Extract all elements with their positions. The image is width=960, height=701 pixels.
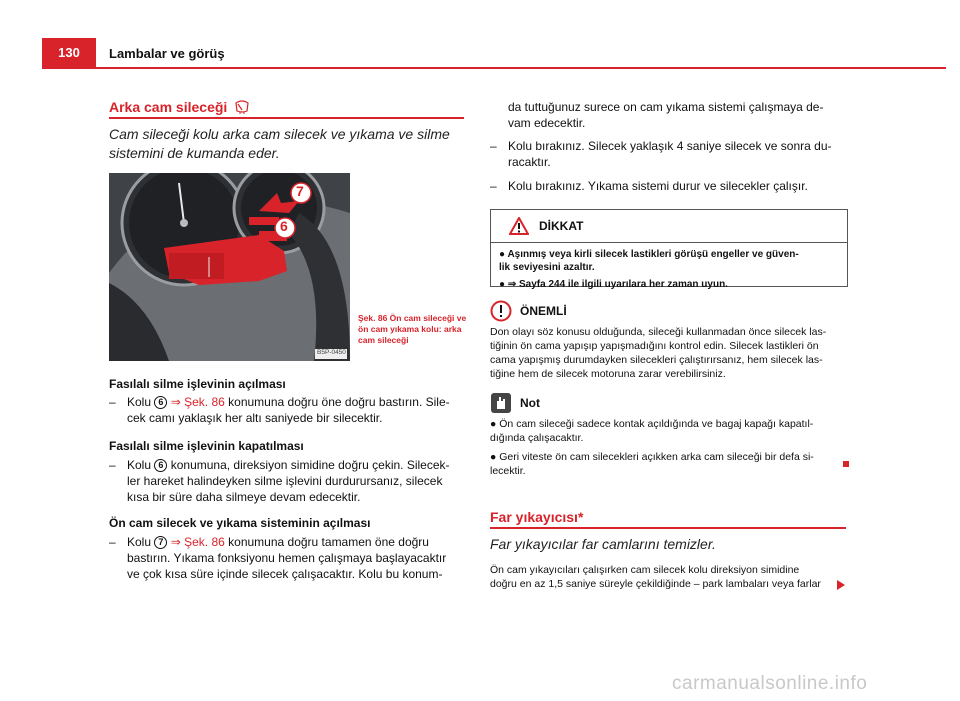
end-marker-icon (843, 461, 849, 467)
callout-7: 7 (296, 183, 304, 199)
page-link[interactable]: ⇒ Sayfa 244 ile ilgili uyarılara her zaman uyun. (507, 279, 728, 290)
warning-header (491, 210, 847, 243)
note-title: Not (520, 396, 540, 410)
important-icon (490, 300, 512, 322)
section-title-rear-wiper (109, 99, 250, 115)
callout-6: 6 (280, 218, 288, 234)
lever-position-badge: 6 (154, 396, 167, 409)
text-line: tiğinin ön cama yapışıp yapışmadığını kontrol edin. Silecek lastikleri ön (490, 340, 819, 352)
step-text: cek camı yaklaşık her altı saniyede bir silecektir. (127, 411, 383, 425)
step-wash-on: – Kolu 7 ⇒ Şek. 86 konumuna doğru tamamen öne doğru bastırın. Yıkama fonksiyonu hemen çalışmaya başlayacaktır ve çok kısa süre içinde silecek çalışacaktır. Kolu bu konum- (109, 535, 447, 581)
step-intermittent-off: – Kolu 6 konumuna, direksiyon simidine doğru çekin. Silecek- ler hareket halindeyken silme işlevini durdurursanız, silecek kısa bir süre daha silmeye devam edecektir. (109, 458, 450, 504)
step-release-wiper: – Kolu bırakınız. Silecek yaklaşık 4 saniye silecek ve sonra du- racaktır. (490, 139, 832, 169)
section-lead: Cam sileceği kolu arka cam silecek ve yıkama ve silme sistemini de kumanda eder. (109, 126, 450, 161)
figure-caption: Şek. 86 Ön cam sileceği ve ön cam yıkama kolu: arka cam sileceği (358, 313, 467, 345)
step-text: ler hareket halindeyken silme işlevini durdurursanız, silecek (127, 474, 443, 488)
header-rule (42, 67, 946, 69)
text-line: tiğine hem de silecek motoruna zarar verebilirsiniz. (490, 368, 726, 380)
text-line: Aşınmış veya kirli silecek lastikleri görüşü engeller ve güven- (507, 249, 799, 260)
warning-title: DİKKAT (539, 219, 584, 233)
text-line: lecektir. (490, 465, 526, 477)
section-title-headlight-washer: Far yıkayıcısı* (490, 509, 584, 525)
note-items: ● Ön cam sileceği sadece kontak açıldığında ve bagaj kapağı kapatıl- dığında çalışacaktır. ● Geri viteste ön cam silecekleri açıkken arka cam sileceği bir defa si- lecektir. (490, 418, 814, 477)
watermark: carmanualsonline.info (672, 673, 868, 694)
warning-items: ● Aşınmış veya kirli silecek lastikleri görüşü engeller ve güven- lik seviyesini azaltır. ● ⇒ Sayfa 244 ile ilgili uyarılara her zaman uyun. (499, 249, 799, 290)
heading-intermittent-off: Fasılalı silme işlevinin kapatılması (109, 439, 304, 453)
figure-link[interactable]: ⇒ Şek. 86 (170, 395, 225, 409)
text-line: da tuttuğunuz surece on cam yıkama sistemi çalışmaya de- (508, 100, 824, 114)
step-text: ve çok kısa süre içinde silecek çalışacaktır. Kolu bu konum- (127, 567, 443, 581)
text-line: lik seviyesini azaltır. (499, 262, 595, 273)
heading-intermittent-on: Fasılalı silme işlevinin açılması (109, 377, 286, 391)
section-rule (490, 527, 846, 529)
step-text: Kolu (127, 395, 152, 409)
step-text: Kolu (127, 458, 152, 472)
figure-code: B5P-0450 (317, 349, 346, 356)
step-text: bastırın. Yıkama fonksiyonu hemen çalışmaya başlayacaktır (127, 551, 447, 565)
step-release-wash: – Kolu bırakınız. Yıkama sistemi durur ve silecekler çalışır. (490, 179, 808, 193)
step-intermittent-on: – Kolu 6 ⇒ Şek. 86 konumuna doğru öne doğru bastırın. Sile- cek camı yaklaşık her altı saniyede bir silecektir. (109, 395, 450, 425)
important-title: ÖNEMLİ (520, 304, 567, 318)
text-line: Don olayı söz konusu olduğunda, sileceği kullanmadan önce silecek las- (490, 326, 827, 338)
section-title-text: Arka cam sileceği (109, 99, 228, 115)
rear-wiper-icon (234, 100, 250, 114)
text-line: cama yapışmış durumdayken silecekleri çalıştırırsanız, hem silecek las- (490, 354, 823, 366)
step-text: Kolu (127, 535, 152, 549)
warning-triangle-icon (509, 217, 529, 235)
lever-position-badge: 7 (154, 536, 167, 549)
section-rule (109, 117, 464, 119)
text-line: doğru en az 1,5 saniye süreyle çekildiğinde – park lambaları veya farlar (490, 578, 821, 590)
continue-arrow-icon[interactable] (837, 580, 845, 590)
step-text: konumuna doğru tamamen öne doğru (228, 535, 429, 549)
text-line: racaktır. (508, 155, 551, 169)
important-text (490, 325, 850, 381)
wiper-lever-illustration (109, 173, 350, 361)
wiper-lever-figure (109, 173, 350, 361)
note-header (490, 392, 540, 414)
lever-position-badge: 6 (154, 459, 167, 472)
headlight-washer-text (490, 563, 850, 591)
step-text: konumuna doğru öne doğru bastırın. Sile- (228, 395, 450, 409)
heading-wash-on: Ön cam silecek ve yıkama sisteminin açılması (109, 516, 371, 530)
text-line: vam edecektir. (508, 116, 586, 130)
text-line: Kolu bırakınız. Yıkama sistemi durur ve silecekler çalışır. (508, 179, 808, 193)
important-header (490, 300, 567, 322)
figure-link[interactable]: ⇒ Şek. 86 (170, 535, 225, 549)
step-text: konumuna, direksiyon simidine doğru çekin. Silecek- (170, 458, 450, 472)
text-line: Kolu bırakınız. Silecek yaklaşık 4 saniye silecek ve sonra du- (508, 139, 832, 153)
chapter-title: Lambalar ve görüş (109, 46, 225, 61)
continued-text (508, 99, 823, 131)
text-line: Geri viteste ön cam silecekleri açıkken arka cam sileceği bir defa si- (499, 451, 814, 463)
section-lead: Far yıkayıcılar far camlarını temizler. (490, 536, 716, 552)
text-line: Ön cam sileceği sadece kontak açıldığında ve bagaj kapağı kapatıl- (499, 418, 814, 430)
text-line: Ön cam yıkayıcıları çalışırken cam silecek kolu direksiyon simidine (490, 564, 800, 576)
note-hand-icon (490, 392, 512, 414)
warning-box (490, 209, 848, 290)
page-number: 130 (42, 38, 96, 68)
text-line: dığında çalışacaktır. (490, 432, 584, 444)
step-text: kısa bir süre daha silmeye devam edecektir. (127, 490, 361, 504)
